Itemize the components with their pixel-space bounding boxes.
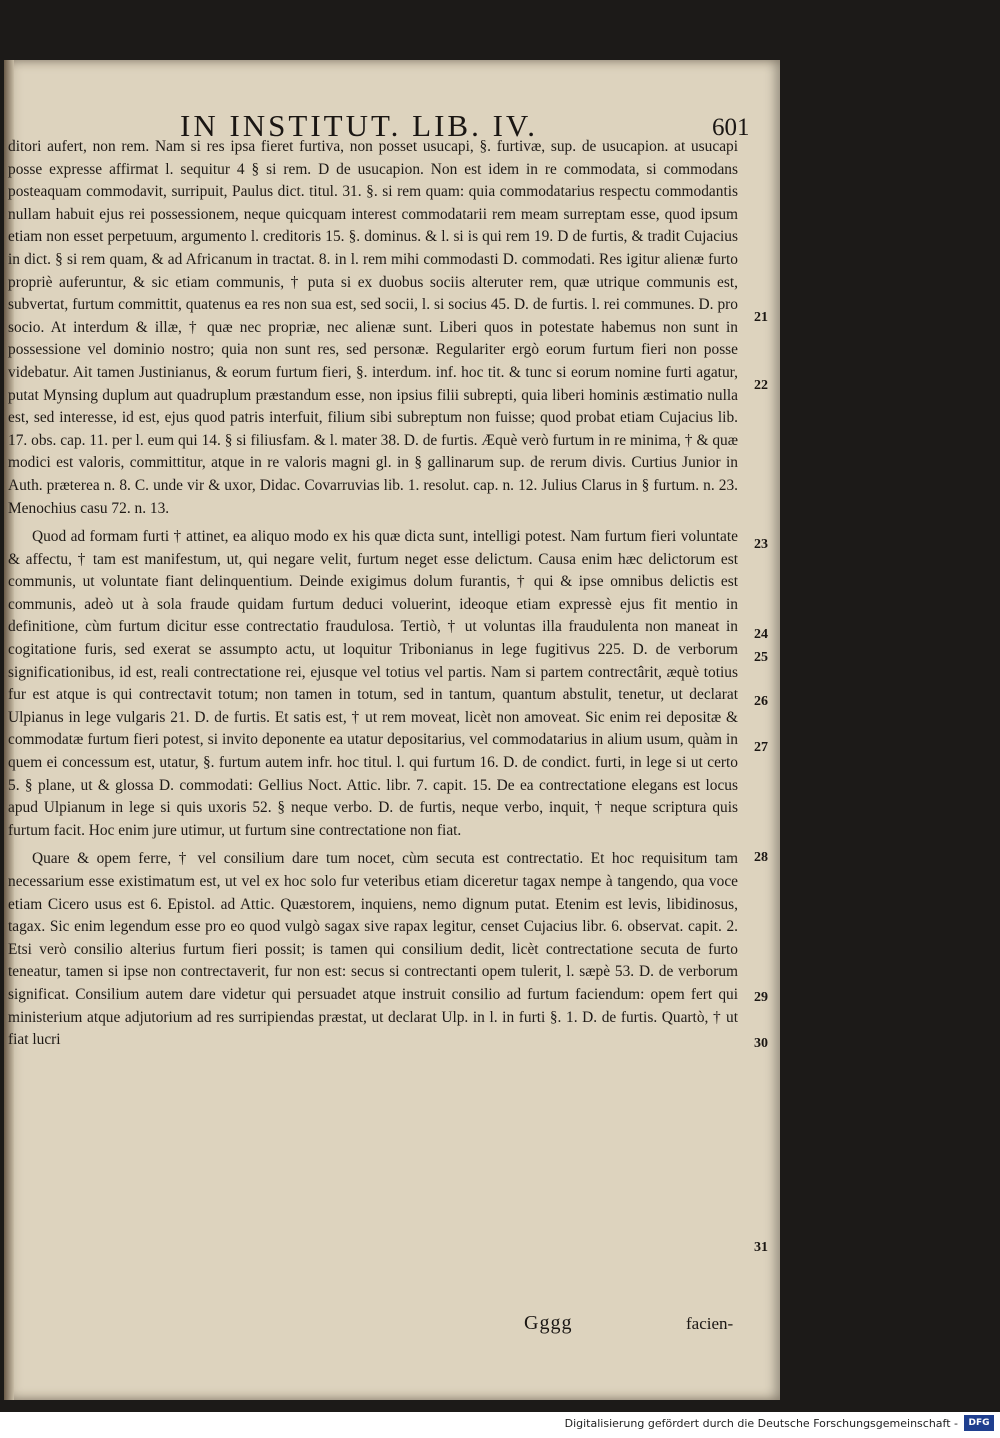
dfg-logo: DFG (964, 1415, 994, 1431)
margin-number: 28 (754, 850, 768, 865)
margin-number: 25 (754, 650, 768, 665)
paragraph-1: ditori aufert, non rem. Nam si res ipsa fieret furtiva, non posset usucapi, §. furtivæ, sup. de usucapion. at usucapi posse expresse affirmat l. sequitur 4 § si rem. D de usucapion. Non est idem in re commodata, si commodans posteaquam commodavit, surripuit, Paulus dict. titul. 31. §. si rem quam: quia commodatarius respectu commodantis nullam habuit ejus rei possessionem, neque quicquam interest commodatarii rem meam surreptam esse, quod ipsum etiam non esset perpetuum, argumento l. creditoris 15. §. dominus. & l. si is qui rem 19. D de furtis, & tradit Cujacius in dict. § si rem quam, & ad Africanum in tractat. 8. in l. rem mihi commodasti D. commodati. Res igitur alienæ furto propriè auferuntur, & sic etiam communis, † puta si ex duobus sociis alteruter rem, quæ utrique communis est, subvertat, furtum committit, quatenus ea res non sua est, sed socii, l. si socius 45. D. de furtis. l. rei communes. D. pro socio. At interdum & illæ, † quæ nec propriæ, nec alienæ sunt. Liberi quos in potestate habemus non sunt in possessione vel dominio nostro; quia non sunt res, sed personæ. Regulariter ergò eorum furtum fieri non posse videbatur. Ait tamen Justinianus, & eorum furtum fieri, §. interdum. inf. hoc tit. & tunc si eorum nomine furti agatur, putat Mynsing duplum aut quadruplum præstandum esse, non ipsius filii subrepti, quia liberi hominis æstimatio nulla est, sed interesse, id est, ejus quod patris interfuit, filium sibi subreptum non fuisse; quod probat etiam Cujacius lib. 17. obs. cap. 11. per l. eum qui 14. § si filiusfam. & l. mater 38. D. de furtis. Æquè verò furtum in re minima, † & quæ modici est valoris, committitur, atque in re valoris magni gl. in § gallinarum sup. de rerum divis. Curtius Junior in Auth. præterea n. 8. C. unde vir & uxor, Didac. Covarruvias lib. 1. resolut. cap. n. 12. Julius Clarus in § furtum. n. 23. Menochius casu 72. n. 13. (8, 138, 738, 517)
page-text (8, 136, 738, 1052)
paragraph-2: Quod ad formam furti † attinet, ea aliquo modo ex his quæ dicta sunt, intelligi potest. Nam furtum fieri voluntate & affectu, † tam est manifestum, ut, qui negare velit, furtum neget esse delictum. Causa enim hæc delictorum est communis, ut voluntate fiant delinquentium. Deinde exigimus dolum furantis, † qui & ipse omnibus delictis est communis, adeò ut à sola fraude quidam furtum deduci voluerint, ideoque etiam expressè ejus fit mentio in definitione, cùm furtum dicitur esse contrectatio fraudulosa. Tertiò, † ut voluntas illa fraudulenta non maneat in cogitatione furis, sed exerat se assumpto actu, ut loquitur Tribonianus in lege fugitivus 225. D. de verborum significationibus, id est, reali contrectatione rei, ejusque vel totius vel partis. Nam si partem contrectârit, æquè totius fur est atque is qui contrectavit totum; non tamen in totum, sed in tantum, quantum abstulit, tenetur, ut declarat Ulpianus in lege vulgaris 21. D. de furtis. Et satis est, † ut rem moveat, licèt non amoveat. Sic enim rei depositæ & commodatæ furtum fieri potest, si invito deponente ea utatur depositarius, vel commodatarius in alium usum, quàm in quem ei concessum est, utatur, §. furtum autem infr. hoc titul. l. qui furtum 16. D. de condict. furti, in lege si ut certo 5. § plane, ut & glossa D. commodati: Gellius Noct. Attic. libr. 7. capit. 15. De ea contrectatione elegans est locus apud Ulpianum in lege si quis uxoris 52. § neque verbo. D. de furtis, neque verbo, inquit, † neque scriptura quis furtum facit. Hoc enim jure utimur, ut furtum sine contrectatione non fiat. (8, 528, 738, 839)
margin-number: 26 (754, 694, 768, 709)
margin-number: 21 (754, 310, 768, 325)
page-number: 601 (712, 114, 750, 141)
signature-mark: Gggg (524, 1312, 573, 1334)
margin-number: 31 (754, 1240, 768, 1255)
paragraph-3: Quare & opem ferre, † vel consilium dare tum nocet, cùm secuta est contrectatio. Et hoc requisitum tam necessarium esse existimatum est, ut vel ex hoc solo fur veteribus etiam diceretur tagax nempe à tangendo, qua voce etiam Cicero usus est 6. Epistol. ad Attic. Quæstorem, inquiens, nemo dignum putat. Etenim est levis, libidinosus, tagax. Sic enim legendum esse pro eo quod vulgò sagax sive rapax legitur, censet Cujacius libr. 6. observat. capit. 2. Etsi verò consilio alterius furtum fieri possit; is tamen qui consilium dedit, licèt contrectatione secuta de furto teneatur, tamen si ipse non contrectaverit, fur non est: secus si contrectanti opem tulerit, l. sæpè 53. D. de verborum significat. Consilium autem dare videtur qui persuadet atque instruit consilio ad furtum faciendum: opem fert qui ministerium atque adjutorium ad res surripiendas præstat, ut declarat Ulp. in l. in furti §. 1. D. de furtis. Quartò, † ut fiat lucri (8, 850, 738, 1049)
margin-number: 30 (754, 1036, 768, 1051)
margin-number: 29 (754, 990, 768, 1005)
margin-number: 27 (754, 740, 768, 755)
running-title: IN INSTITUT. LIB. IV. (180, 108, 539, 143)
digitization-credit: Digitalisierung gefördert durch die Deutsche Forschungsgemeinschaft - (564, 1417, 958, 1430)
margin-number: 23 (754, 537, 768, 552)
margin-number: 22 (754, 378, 768, 393)
margin-number: 24 (754, 627, 768, 642)
catchword: facien- (686, 1314, 734, 1333)
book-page (4, 60, 780, 1400)
